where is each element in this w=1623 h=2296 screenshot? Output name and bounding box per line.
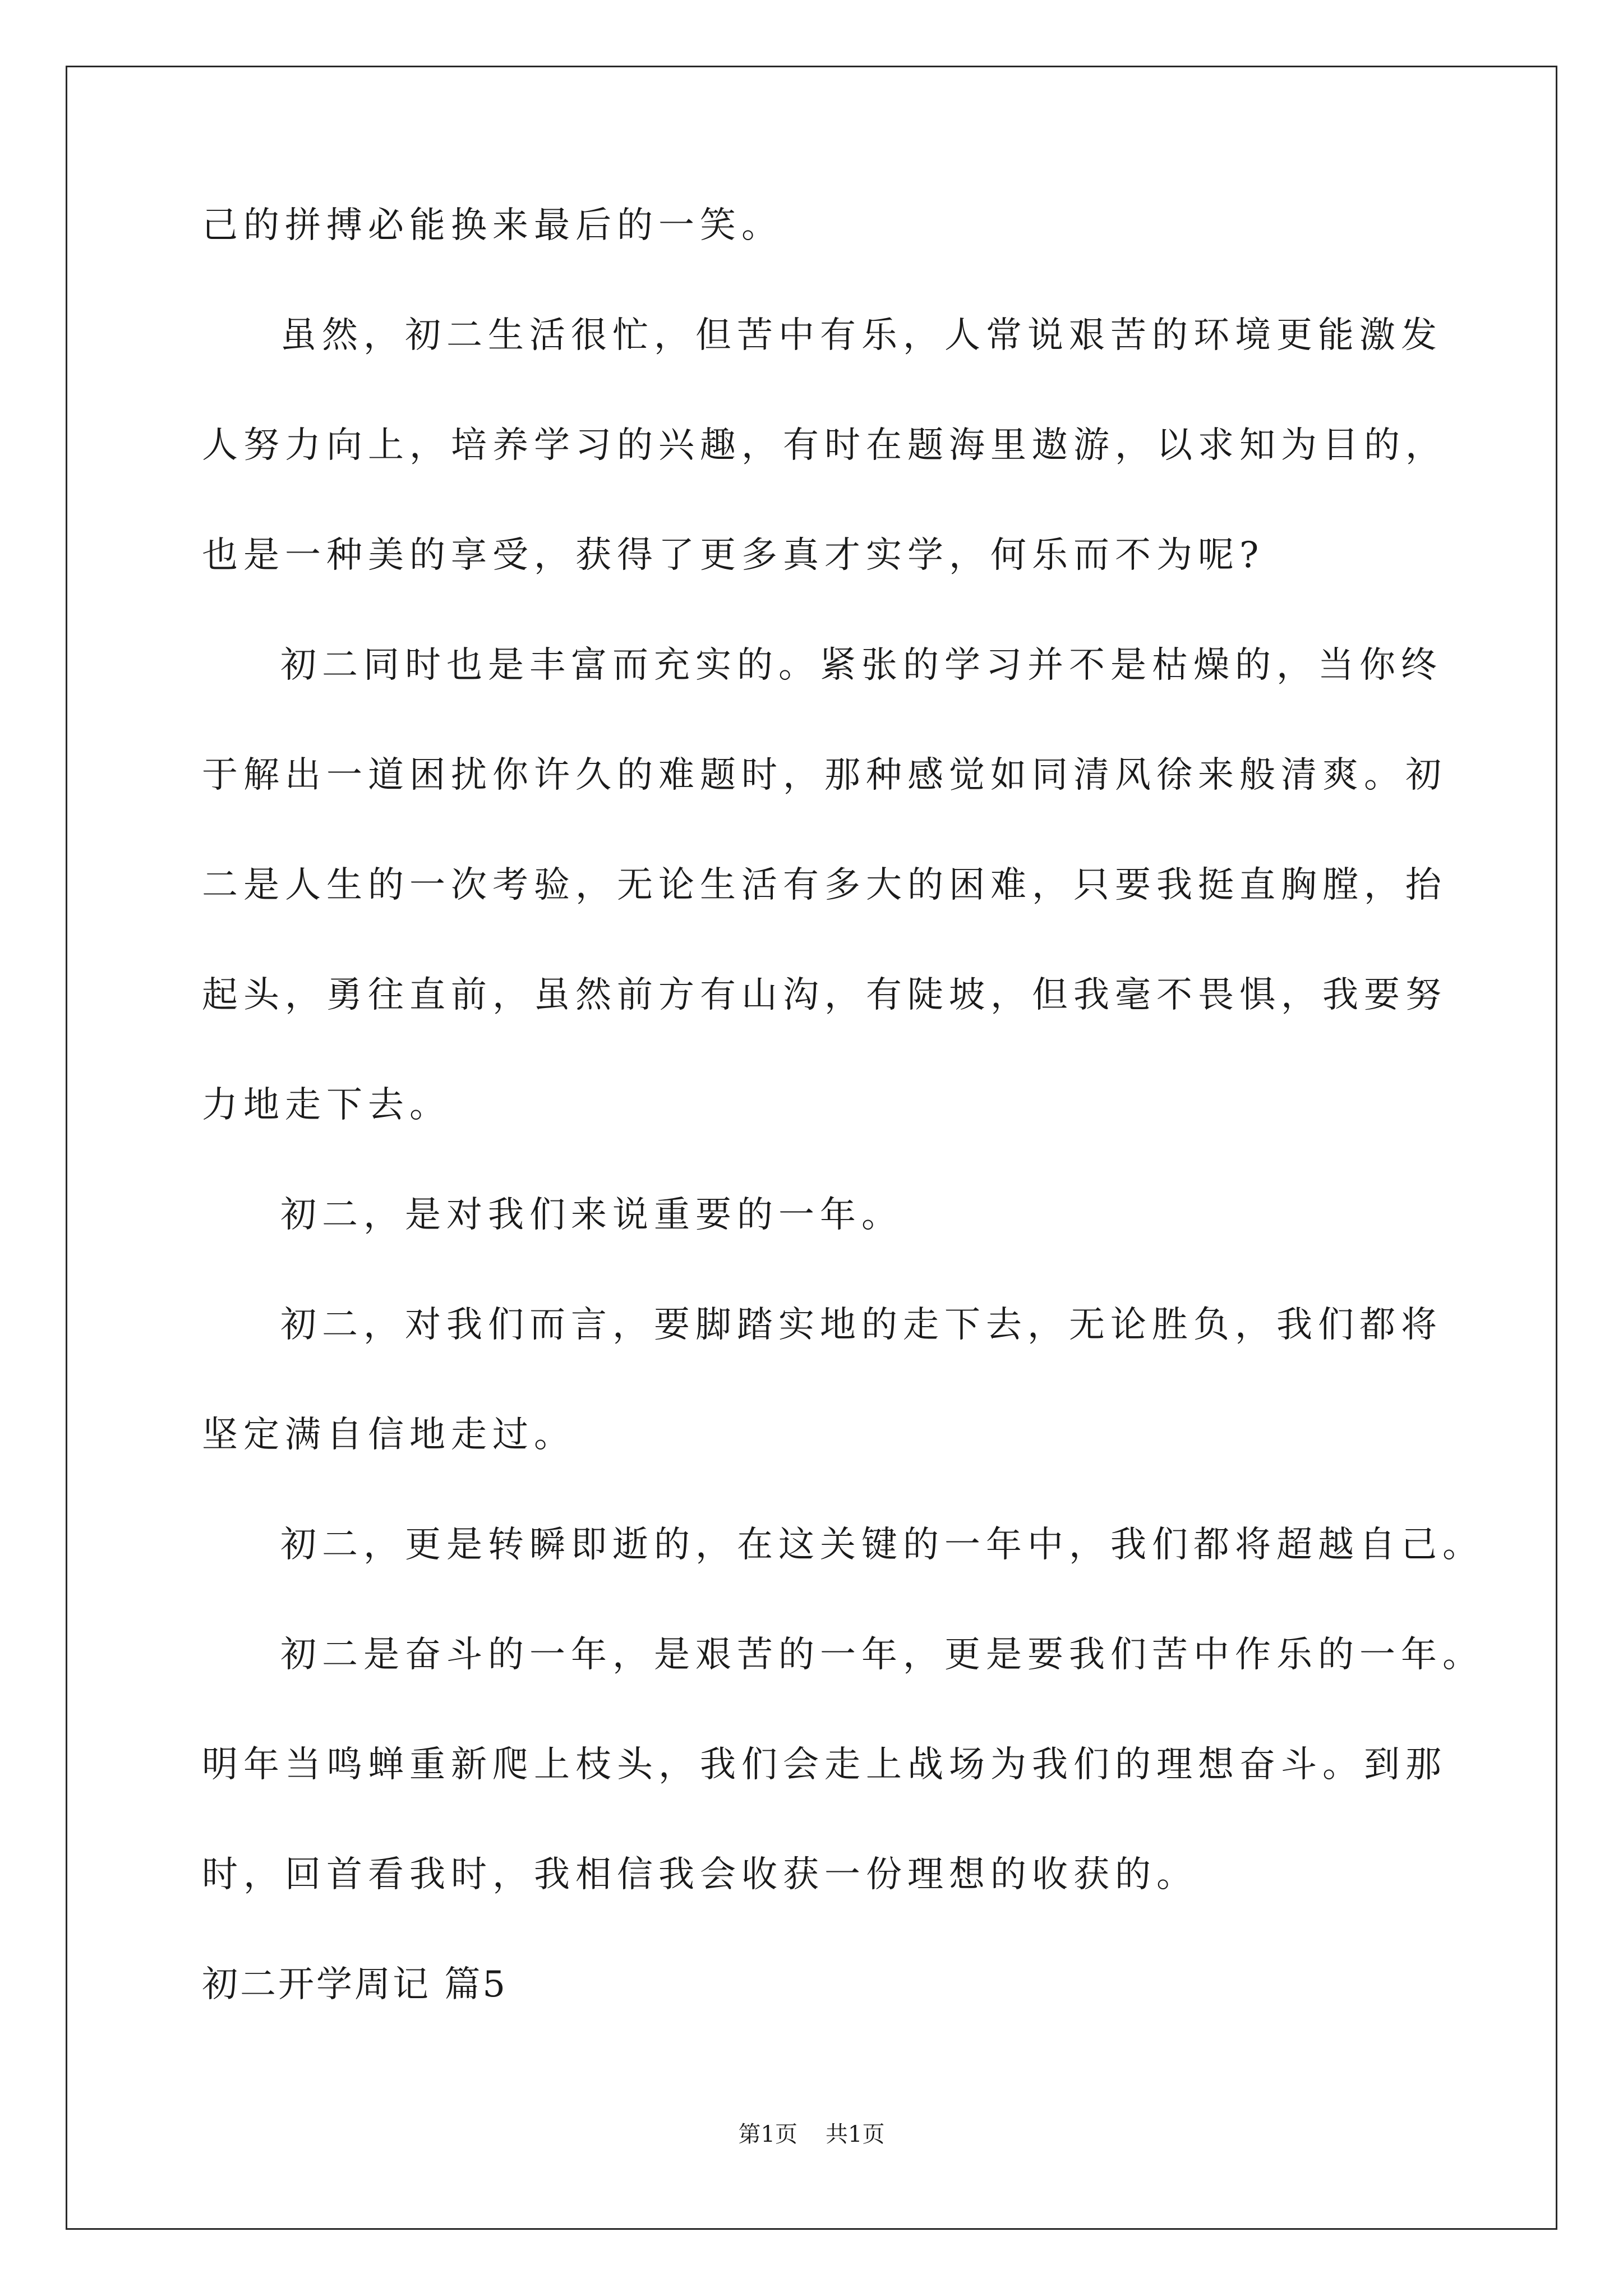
text-line: 于解出一道困扰你许久的难题时，那种感觉如同清风徐来般清爽。初	[202, 754, 1447, 796]
text-line: 明年当鸣蝉重新爬上枝头，我们会走上战场为我们的理想奋斗。到那	[202, 1744, 1447, 1786]
text-line: 二是人生的一次考验，无论生活有多大的困难，只要我挺直胸膛，抬	[202, 864, 1447, 906]
paragraph-line: 初二是奋斗的一年，是艰苦的一年，更是要我们苦中作乐的一年。	[280, 1634, 1484, 1676]
paragraph-line: 初二，对我们而言，要脚踏实地的走下去，无论胜负，我们都将	[280, 1304, 1442, 1346]
text-line: 坚定满自信地走过。	[202, 1414, 575, 1456]
text-line: 也是一种美的享受，获得了更多真才实学，何乐而不为呢?	[202, 535, 1265, 576]
page-footer	[0, 2123, 1623, 2146]
paragraph-line: 初二，更是转瞬即逝的，在这关键的一年中，我们都将超越自己。	[280, 1524, 1484, 1566]
text-line: 力地走下去。	[202, 1084, 451, 1126]
paragraph-line: 初二同时也是丰富而充实的。紧张的学习并不是枯燥的，当你终	[280, 645, 1442, 686]
paragraph-line: 初二，是对我们来说重要的一年。	[280, 1194, 903, 1236]
text-line: 己的拼搏必能换来最后的一笑。	[202, 205, 783, 246]
page-border	[66, 66, 1557, 2230]
text-line: 人努力向上，培养学习的兴趣，有时在题海里遨游，以求知为目的，	[202, 425, 1447, 466]
text-line: 起头，勇往直前，虽然前方有山沟，有陡坡，但我毫不畏惧，我要努	[202, 974, 1447, 1016]
section-heading: 初二开学周记 篇5	[202, 1964, 508, 2005]
page-total: 共1页	[826, 2122, 885, 2147]
text-line: 时，回首看我时，我相信我会收获一份理想的收获的。	[202, 1854, 1198, 1895]
paragraph-line: 虽然，初二生活很忙，但苦中有乐，人常说艰苦的环境更能激发	[280, 315, 1442, 356]
page-number: 第1页	[738, 2122, 797, 2147]
